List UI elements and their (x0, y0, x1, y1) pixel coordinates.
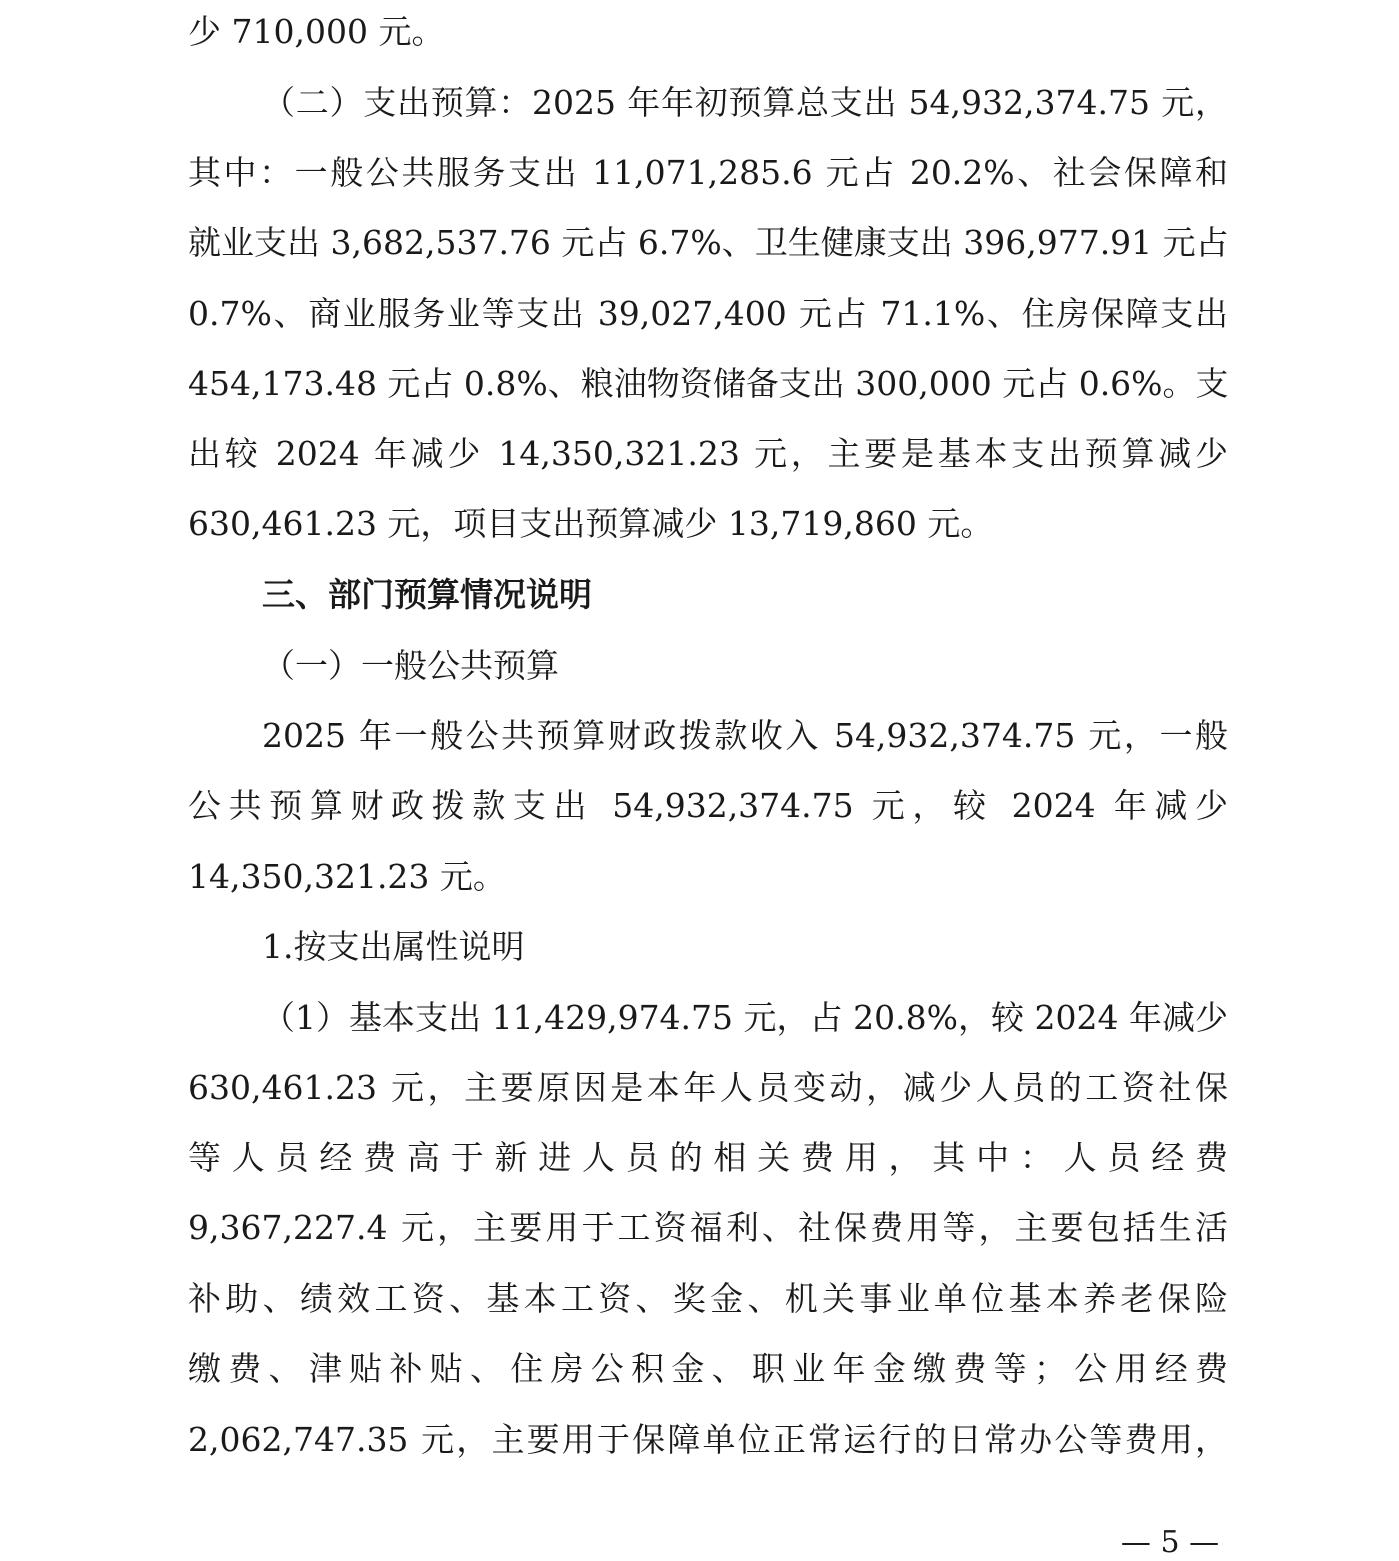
text-line: （二）支出预算：2025 年年初预算总支出 54,932,374.75 元， (262, 83, 1228, 122)
text-line: 2025 年一般公共预算财政拨款收入 54,932,374.75 元，一般 (262, 716, 1228, 755)
text-line: 就业支出 3,682,537.76 元占 6.7%、卫生健康支出 396,977.91 元占 (188, 223, 1229, 262)
text-line: 出较 2024 年减少 14,350,321.23 元，主要是基本支出预算减少 (188, 434, 1228, 473)
text-line: 缴费、津贴补贴、住房公积金、职业年金缴费等；公用经费 (188, 1349, 1228, 1388)
text-line: 2,062,747.35 元，主要用于保障单位正常运行的日常办公等费用， (188, 1420, 1228, 1459)
text-line: 630,461.23 元，项目支出预算减少 13,719,860 元。 (188, 504, 994, 543)
text-line: 等人员经费高于新进人员的相关费用，其中：人员经费 (188, 1138, 1228, 1177)
page-number: — 5 — (1120, 1525, 1220, 1560)
text-line: 少 710,000 元。 (188, 12, 445, 51)
subsection-heading: 1.按支出属性说明 (262, 927, 525, 966)
text-line: 0.7%、商业服务业等支出 39,027,400 元占 71.1%、住房保障支出 (188, 294, 1228, 333)
text-line: 9,367,227.4 元，主要用于工资福利、社保费用等，主要包括生活 (188, 1208, 1228, 1247)
text-line: 630,461.23 元，主要原因是本年人员变动，减少人员的工资社保 (188, 1068, 1228, 1107)
text-line: 454,173.48 元占 0.8%、粮油物资储备支出 300,000 元占 0.6%。支 (188, 364, 1229, 403)
subsection-heading: （一）一般公共预算 (262, 646, 559, 685)
text-line: （1）基本支出 11,429,974.75 元，占 20.8%，较 2024 年减少 (262, 998, 1228, 1037)
text-line: 公共预算财政拨款支出 54,932,374.75 元，较 2024 年减少 (188, 786, 1228, 825)
text-line: 14,350,321.23 元。 (188, 857, 506, 896)
text-line: 补助、绩效工资、基本工资、奖金、机关事业单位基本养老保险 (188, 1279, 1228, 1318)
text-line: 其中：一般公共服务支出 11,071,285.6 元占 20.2%、社会保障和 (188, 153, 1228, 192)
section-heading: 三、部门预算情况说明 (262, 575, 592, 614)
